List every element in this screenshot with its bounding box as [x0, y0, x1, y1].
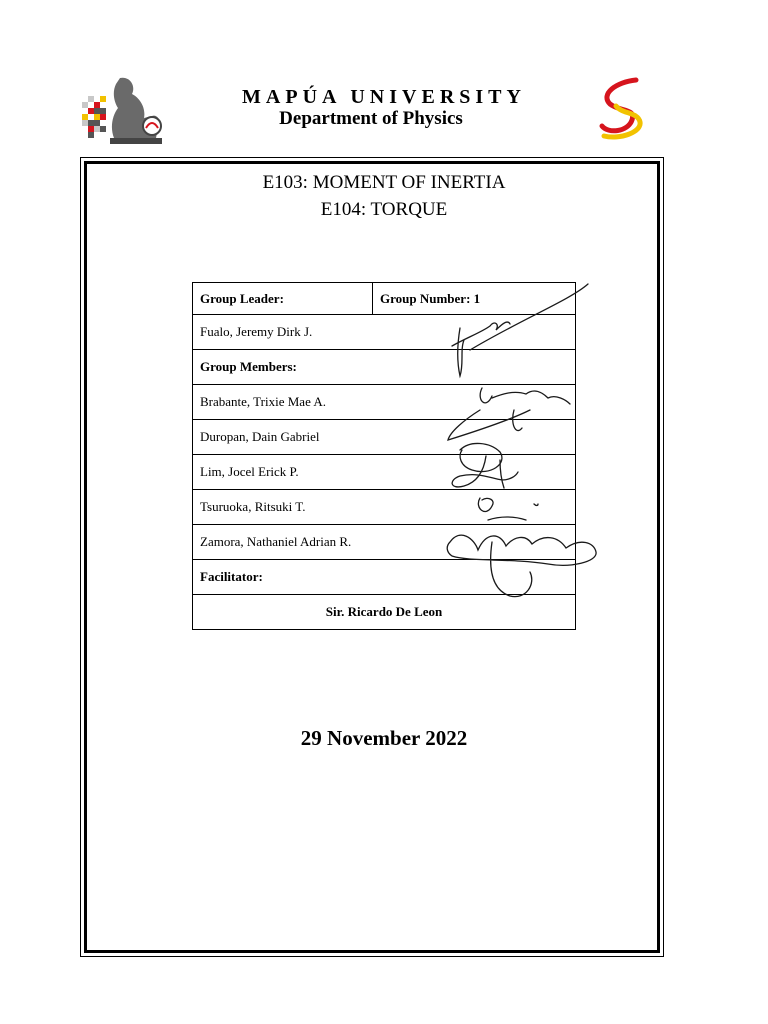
member-name: Duropan, Dain Gabriel — [193, 420, 576, 455]
member-name: Lim, Jocel Erick P. — [193, 455, 576, 490]
table-row — [193, 560, 576, 595]
facilitator-label: Facilitator: — [193, 560, 576, 595]
table-row — [193, 595, 576, 630]
table-row — [193, 385, 576, 420]
department-name: Department of Physics — [279, 108, 463, 129]
experiment-title-2: E104: TORQUE — [320, 199, 448, 220]
table-row — [193, 315, 576, 350]
group-leader-name: Fualo, Jeremy Dirk J. — [193, 315, 576, 350]
report-date: 29 November 2022 — [300, 726, 468, 750]
group-number-label: Group Number: 1 — [373, 283, 576, 315]
university-name: MAPÚA UNIVERSITY — [242, 86, 526, 108]
member-name: Tsuruoka, Ritsuki T. — [193, 490, 576, 525]
group-roster-table — [192, 282, 576, 630]
table-row — [193, 490, 576, 525]
experiment-title-1: E103: MOMENT OF INERTIA — [262, 172, 506, 193]
member-name: Zamora, Nathaniel Adrian R. — [193, 525, 576, 560]
facilitator-name: Sir. Ricardo De Leon — [193, 595, 576, 630]
table-row — [193, 455, 576, 490]
group-members-label: Group Members: — [193, 350, 576, 385]
member-name: Brabante, Trixie Mae A. — [193, 385, 576, 420]
group-leader-label: Group Leader: — [193, 283, 373, 315]
table-row — [193, 283, 576, 315]
table-row — [193, 420, 576, 455]
table-row — [193, 525, 576, 560]
table-row — [193, 350, 576, 385]
